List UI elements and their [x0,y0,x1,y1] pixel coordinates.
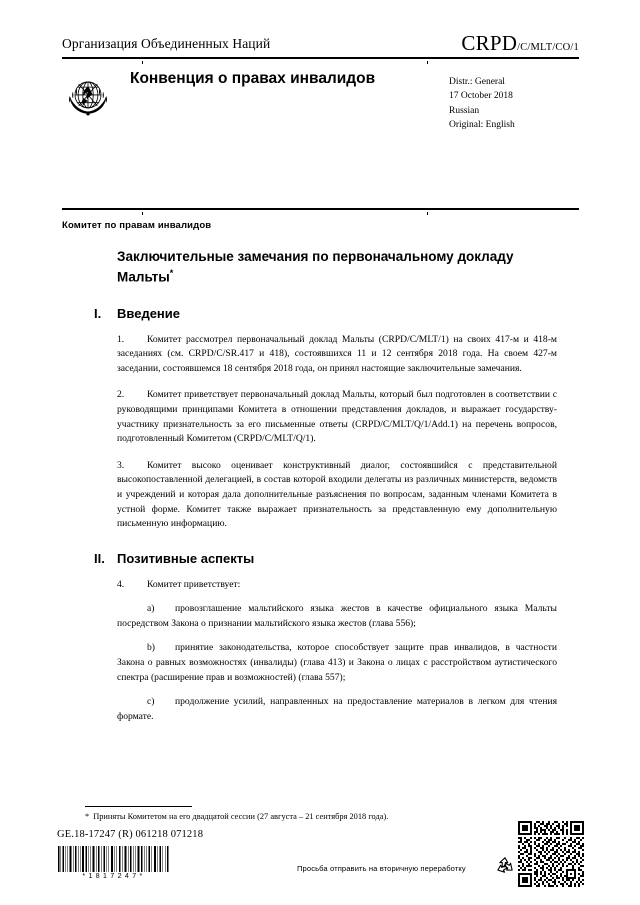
recycle-note: Просьба отправить на вторичную переработку [297,864,466,873]
page-title [117,248,517,287]
rule-tick [427,61,428,64]
barcode-digits: *1817247* [82,873,146,880]
paragraph-text: Комитет высоко оценивает конструктивный диалог, состоявшийся с представительной высокопоставленной делегацией, в состав которой входили делегаты из различных министерств, ведомств и учреждений и которая дала дополнительные разъяснения по вопросам, заданным членами Комитета в устной форме. Комитет также выражает признательность за представленную ему дополнительную письменную информацию. [117,459,557,530]
list-item-b [117,641,557,685]
recycling-symbol-icon [494,855,516,877]
list-item-letter: a) [147,603,155,615]
masthead-rule-top [62,57,579,59]
masthead-rule-bottom [62,208,579,210]
organization-name: Организация Объединенных Наций [62,36,271,52]
ge-document-code: GE.18-17247 (R) 061218 071218 [57,829,204,840]
list-item-c [117,695,557,724]
title-footnote-marker: * [169,267,174,278]
masthead-top-row [62,33,579,54]
section-numeral: I. [94,305,102,321]
list-item-text: провозглашение мальтийского языка жестов в качестве официального языка Мальты посредством Закона о признании мальтийского языка жестов (глава 556); [117,603,557,629]
footnote-separator [85,806,192,807]
paragraph-number: 3. [117,459,125,471]
document-symbol-main: CRPD [461,31,518,55]
paragraph-4 [117,578,557,593]
document-body [62,248,557,724]
rule-tick [427,212,428,215]
distr-language: Russian [449,105,480,116]
paragraph-1 [117,333,557,377]
footnote-marker: * [85,812,90,821]
section-label: Введение [117,305,180,321]
distr-original: Original: English [449,120,515,131]
masthead-bottom-row [62,69,579,133]
paragraph-text: Комитет приветствует: [147,578,241,590]
paragraph-3 [117,459,557,532]
distr-date: 17 October 2018 [449,91,513,102]
document-symbol-suffix: /C/MLT/CO/1 [517,42,579,53]
section-heading-introduction [94,306,557,321]
section-label: Позитивные аспекты [117,550,255,566]
rule-tick [142,212,143,215]
section-numeral: II. [94,550,105,566]
convention-title: Конвенция о правах инвалидов [130,70,376,87]
paragraph-text: Комитет приветствует первоначальный доклад Мальты, который был подготовлен в соответствии с руководящими принципами Комитета в отношении представления докладов, и выражает государству-участнику признательность за его письменные ответы (CRPD/C/MLT/Q/1/Add.1) на перечень вопросов, подготовленный Комитетом (CRPD/C/MLT/Q/1). [117,389,557,445]
paragraph-number: 2. [117,389,125,401]
qr-code [518,821,584,887]
paragraph-text: Комитет рассмотрел первоначальный доклад Мальты (CRPD/C/MLT/1) на своих 417-м и 418-м заседаниях (см. CRPD/C/SR.417 и 418), состоявшихся 11 и 12 сентября 2018 года. На своем 427-м заседании, состоявшемся 18 сентября 2018 года, он принял настоящие заключительные замечания. [117,333,557,374]
paragraph-number: 1. [117,333,125,345]
footnote [85,811,525,823]
page-title-text: Заключительные замечания по первоначальному докладу Мальты [117,249,514,285]
list-item-a [117,602,557,631]
paragraph-number: 4. [117,578,125,590]
rule-tick [142,61,143,64]
document-symbol [461,33,579,54]
list-item-letter: c) [147,696,155,708]
masthead [62,33,579,133]
distribution-block [449,69,579,133]
footnote-text: Приняты Комитетом на его двадцатой сессии (27 августа – 21 сентября 2018 года). [93,812,389,821]
committee-name: Комитет по правам инвалидов [62,220,212,231]
un-emblem-icon [62,71,114,123]
list-item-text: продолжение усилий, направленных на предоставление материалов в легком для чтения формате. [117,696,557,722]
list-item-letter: b) [147,642,155,654]
list-item-text: принятие законодательства, которое способствует защите прав инвалидов, в частности Закона о равных возможностях (инвалиды) (глава 413) и Закона о лицах с расстройством аутистического спектра (расширение прав и возможностей) (глава 557); [117,642,557,683]
barcode [57,846,171,880]
section-heading-positive-aspects [94,551,557,566]
distr-general: Distr.: General [449,77,505,87]
paragraph-2 [117,388,557,446]
